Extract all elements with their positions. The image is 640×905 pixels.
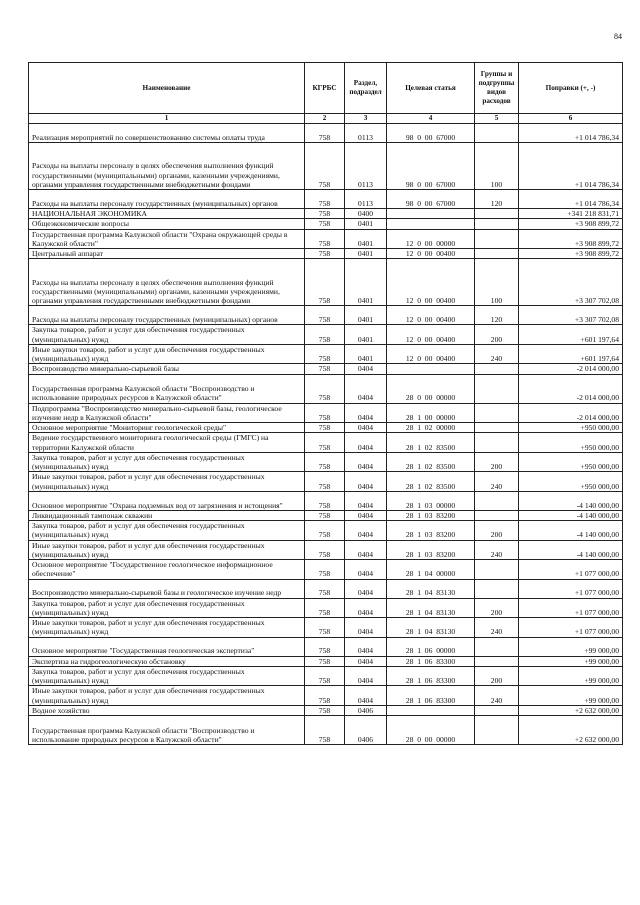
row-group [475,249,519,259]
row-ktrbs: 758 [305,143,345,190]
row-name: Общеэкономические вопросы [29,219,305,229]
row-name: Государственная программа Калужской области "Воспроизводство и использование природных ресурсов в Калужской области" [29,716,305,745]
row-target: 12 0 00 00000 [387,229,475,249]
row-target [387,364,475,374]
row-section: 0404 [345,579,387,598]
row-ktrbs: 758 [305,209,345,219]
row-section: 0404 [345,521,387,541]
row-group: 200 [475,325,519,345]
row-section: 0404 [345,423,387,433]
row-amount: -4 140 000,00 [519,510,623,520]
table-row [29,306,623,325]
row-amount: +1 014 786,34 [519,124,623,143]
row-section: 0404 [345,364,387,374]
table-row [29,705,623,715]
row-ktrbs: 758 [305,124,345,143]
table-row [29,510,623,520]
row-ktrbs: 758 [305,452,345,472]
row-group: 200 [475,521,519,541]
row-target: 12 0 00 00400 [387,344,475,364]
row-amount: +950 000,00 [519,472,623,492]
column-number: 2 [305,114,345,124]
row-section: 0404 [345,656,387,666]
table-row [29,491,623,510]
row-target: 28 1 06 83300 [387,666,475,686]
row-ktrbs: 758 [305,344,345,364]
header-row [29,63,623,114]
row-target: 28 1 02 00000 [387,423,475,433]
row-name: Государственная программа Калужской области "Охрана окружающей среды в Калужской области" [29,229,305,249]
row-name: Закупка товаров, работ и услуг для обеспечения государственных (муниципальных) нужд [29,452,305,472]
row-section: 0404 [345,560,387,580]
row-group [475,705,519,715]
row-name: Иные закупки товаров, работ и услуг для обеспечения государственных (муниципальных) нужд [29,472,305,492]
row-name: Основное мероприятие "Государственная геологическая экспертиза" [29,637,305,656]
row-target: 98 0 00 67000 [387,143,475,190]
row-target: 12 0 00 00400 [387,259,475,306]
table-row [29,190,623,209]
row-ktrbs: 758 [305,364,345,374]
budget-amendments-table [28,62,623,745]
row-target: 12 0 00 00400 [387,249,475,259]
row-ktrbs: 758 [305,472,345,492]
row-amount: +1 014 786,34 [519,143,623,190]
row-group: 100 [475,259,519,306]
row-name: Закупка товаров, работ и услуг для обеспечения государственных (муниципальных) нужд [29,521,305,541]
row-group: 240 [475,344,519,364]
row-ktrbs: 758 [305,325,345,345]
row-name: Закупка товаров, работ и услуг для обеспечения государственных (муниципальных) нужд [29,666,305,686]
row-target: 28 1 02 83500 [387,452,475,472]
row-amount: +3 908 899,72 [519,219,623,229]
row-ktrbs: 758 [305,510,345,520]
row-target: 28 1 04 83130 [387,598,475,618]
row-target: 12 0 00 00400 [387,306,475,325]
row-amount: +99 000,00 [519,686,623,706]
row-amount: +601 197,64 [519,344,623,364]
row-amount: +3 307 702,08 [519,306,623,325]
row-target: 28 0 00 00000 [387,374,475,403]
row-section: 0401 [345,229,387,249]
row-amount: +601 197,64 [519,325,623,345]
row-section: 0113 [345,190,387,209]
row-group [475,491,519,510]
row-group: 240 [475,472,519,492]
table-row [29,219,623,229]
row-name: Расходы на выплаты персоналу государственных (муниципальных) органов [29,306,305,325]
row-section: 0404 [345,433,387,453]
row-group [475,124,519,143]
row-name: Расходы на выплаты персоналу государственных (муниципальных) органов [29,190,305,209]
column-numbers-row [29,114,623,124]
row-group: 240 [475,540,519,560]
row-group [475,716,519,745]
row-ktrbs: 758 [305,249,345,259]
row-group [475,656,519,666]
row-ktrbs: 758 [305,190,345,209]
row-group [475,560,519,580]
row-section: 0404 [345,637,387,656]
row-ktrbs: 758 [305,579,345,598]
row-amount: +2 632 000,00 [519,705,623,715]
row-target: 28 1 02 83500 [387,472,475,492]
row-target: 28 1 02 83500 [387,433,475,453]
row-group [475,579,519,598]
header-section: Раздел, подраздел [345,63,387,114]
row-name: Расходы на выплаты персоналу в целях обеспечения выполнения функций государственными (муниципальными) органами, казенными учреждениями, органами управления государственными внебюджетными фондами [29,259,305,306]
row-group: 200 [475,452,519,472]
row-ktrbs: 758 [305,229,345,249]
row-name: Воспроизводство минерально-сырьевой базы и геологическое изучение недр [29,579,305,598]
header-groups: Группы и подгруппы видов расходов [475,63,519,114]
row-section: 0113 [345,124,387,143]
row-ktrbs: 758 [305,716,345,745]
row-group: 240 [475,618,519,638]
row-section: 0404 [345,666,387,686]
row-section: 0401 [345,344,387,364]
row-section: 0404 [345,472,387,492]
row-target: 28 1 06 83300 [387,656,475,666]
row-section: 0113 [345,143,387,190]
row-target: 28 1 00 00000 [387,403,475,423]
row-group [475,433,519,453]
row-amount: -4 140 000,00 [519,540,623,560]
row-section: 0404 [345,491,387,510]
row-amount: +99 000,00 [519,637,623,656]
row-target: 28 1 04 83130 [387,579,475,598]
row-ktrbs: 758 [305,618,345,638]
row-section: 0406 [345,705,387,715]
table-row [29,143,623,190]
table-row [29,374,623,403]
row-target [387,705,475,715]
row-group: 200 [475,666,519,686]
row-name: Экспертиза на гидрогеологическую обстановку [29,656,305,666]
row-target: 12 0 00 00400 [387,325,475,345]
table-row [29,423,623,433]
row-group [475,637,519,656]
row-group [475,209,519,219]
row-ktrbs: 758 [305,656,345,666]
row-amount: +1 077 000,00 [519,579,623,598]
row-name: Воспроизводство минерально-сырьевой базы [29,364,305,374]
row-group: 120 [475,190,519,209]
table-row [29,364,623,374]
table-row [29,433,623,453]
table-row [29,229,623,249]
row-ktrbs: 758 [305,637,345,656]
row-amount: -2 014 000,00 [519,374,623,403]
row-ktrbs: 758 [305,521,345,541]
row-target: 28 0 00 00000 [387,716,475,745]
row-name: Основное мероприятие "Мониторинг геологической среды" [29,423,305,433]
row-section: 0400 [345,209,387,219]
row-section: 0404 [345,510,387,520]
row-section: 0401 [345,325,387,345]
row-amount: -2 014 000,00 [519,364,623,374]
row-ktrbs: 758 [305,403,345,423]
row-name: Иные закупки товаров, работ и услуг для обеспечения государственных (муниципальных) нужд [29,540,305,560]
header-amendments: Поправки (+, -) [519,63,623,114]
row-group: 240 [475,686,519,706]
row-name: НАЦИОНАЛЬНАЯ ЭКОНОМИКА [29,209,305,219]
row-target: 28 1 03 83200 [387,540,475,560]
row-amount: -2 014 000,00 [519,403,623,423]
row-amount: +1 077 000,00 [519,598,623,618]
row-ktrbs: 758 [305,306,345,325]
table-row [29,403,623,423]
row-amount: +99 000,00 [519,656,623,666]
row-section: 0401 [345,219,387,229]
header-ktrbs: КГРБС [305,63,345,114]
row-target: 98 0 00 67000 [387,190,475,209]
row-ktrbs: 758 [305,540,345,560]
row-section: 0404 [345,403,387,423]
row-amount: +2 632 000,00 [519,716,623,745]
row-section: 0406 [345,716,387,745]
row-section: 0404 [345,686,387,706]
row-target: 28 1 03 00000 [387,491,475,510]
row-target [387,219,475,229]
table-row [29,325,623,345]
row-section: 0401 [345,306,387,325]
table-row [29,472,623,492]
row-name: Иные закупки товаров, работ и услуг для обеспечения государственных (муниципальных) нужд [29,344,305,364]
table-row [29,686,623,706]
row-ktrbs: 758 [305,666,345,686]
row-name: Иные закупки товаров, работ и услуг для обеспечения государственных (муниципальных) нужд [29,686,305,706]
row-amount: +1 077 000,00 [519,618,623,638]
row-group [475,219,519,229]
table-row [29,344,623,364]
row-amount: +950 000,00 [519,423,623,433]
row-name: Ведение государственного мониторинга геологической среды (ГМГС) на территории Калужской области [29,433,305,453]
row-amount: -4 140 000,00 [519,491,623,510]
row-amount: -4 140 000,00 [519,521,623,541]
row-section: 0404 [345,618,387,638]
row-group: 200 [475,598,519,618]
row-name: Расходы на выплаты персоналу в целях обеспечения выполнения функций государственными (муниципальными) органами, казенными учреждениями, органами управления государственными внебюджетными фондами [29,143,305,190]
row-group [475,423,519,433]
table-row [29,656,623,666]
column-number: 1 [29,114,305,124]
row-name: Основное мероприятие "Охрана подземных вод от загрязнения и истощения" [29,491,305,510]
row-section: 0404 [345,540,387,560]
row-group [475,403,519,423]
row-ktrbs: 758 [305,259,345,306]
table-row [29,540,623,560]
column-number: 3 [345,114,387,124]
row-target: 28 1 06 00000 [387,637,475,656]
row-target: 98 0 00 67000 [387,124,475,143]
page-number: 84 [614,32,622,41]
row-amount: +950 000,00 [519,452,623,472]
row-group: 120 [475,306,519,325]
table-row [29,560,623,580]
row-amount: +950 000,00 [519,433,623,453]
row-amount: +341 218 831,71 [519,209,623,219]
table-row [29,259,623,306]
row-target [387,209,475,219]
row-group [475,364,519,374]
row-target: 28 1 04 00000 [387,560,475,580]
row-name: Государственная программа Калужской области "Воспроизводство и использование природных ресурсов в Калужской области" [29,374,305,403]
row-name: Центральный аппарат [29,249,305,259]
row-group [475,374,519,403]
table-row [29,249,623,259]
row-amount: +99 000,00 [519,666,623,686]
row-name: Иные закупки товаров, работ и услуг для обеспечения государственных (муниципальных) нужд [29,618,305,638]
table-row [29,579,623,598]
row-section: 0401 [345,249,387,259]
row-ktrbs: 758 [305,374,345,403]
table-row [29,452,623,472]
row-group [475,510,519,520]
header-name: Наименование [29,63,305,114]
column-number: 4 [387,114,475,124]
row-name: Реализация мероприятий по совершенствованию системы оплаты труда [29,124,305,143]
row-name: Закупка товаров, работ и услуг для обеспечения государственных (муниципальных) нужд [29,325,305,345]
row-ktrbs: 758 [305,705,345,715]
row-ktrbs: 758 [305,219,345,229]
row-section: 0404 [345,598,387,618]
row-amount: +1 014 786,34 [519,190,623,209]
row-name: Ликвидационный тампонаж скважин [29,510,305,520]
row-ktrbs: 758 [305,433,345,453]
table-row [29,598,623,618]
row-name: Водное хозяйство [29,705,305,715]
row-target: 28 1 04 83130 [387,618,475,638]
table-row [29,521,623,541]
row-ktrbs: 758 [305,686,345,706]
row-section: 0404 [345,374,387,403]
row-amount: +3 908 899,72 [519,229,623,249]
table-row [29,666,623,686]
row-name: Подпрограмма "Воспроизводство минерально-сырьевой базы, геологическое изучение недр в Калужской области" [29,403,305,423]
row-group [475,229,519,249]
table-row [29,124,623,143]
row-ktrbs: 758 [305,423,345,433]
column-number: 5 [475,114,519,124]
header-target: Целевая статья [387,63,475,114]
row-group: 100 [475,143,519,190]
table-body [29,124,623,745]
row-ktrbs: 758 [305,491,345,510]
row-ktrbs: 758 [305,560,345,580]
table-row [29,209,623,219]
row-name: Основное мероприятие "Государственное геологическое информационное обеспечение" [29,560,305,580]
row-name: Закупка товаров, работ и услуг для обеспечения государственных (муниципальных) нужд [29,598,305,618]
row-amount: +3 908 899,72 [519,249,623,259]
row-section: 0404 [345,452,387,472]
row-target: 28 1 03 83200 [387,521,475,541]
row-target: 28 1 03 83200 [387,510,475,520]
column-number: 6 [519,114,623,124]
table-row [29,618,623,638]
row-amount: +3 307 702,08 [519,259,623,306]
table-row [29,716,623,745]
row-section: 0401 [345,259,387,306]
row-target: 28 1 06 83300 [387,686,475,706]
row-ktrbs: 758 [305,598,345,618]
row-amount: +1 077 000,00 [519,560,623,580]
table-row [29,637,623,656]
